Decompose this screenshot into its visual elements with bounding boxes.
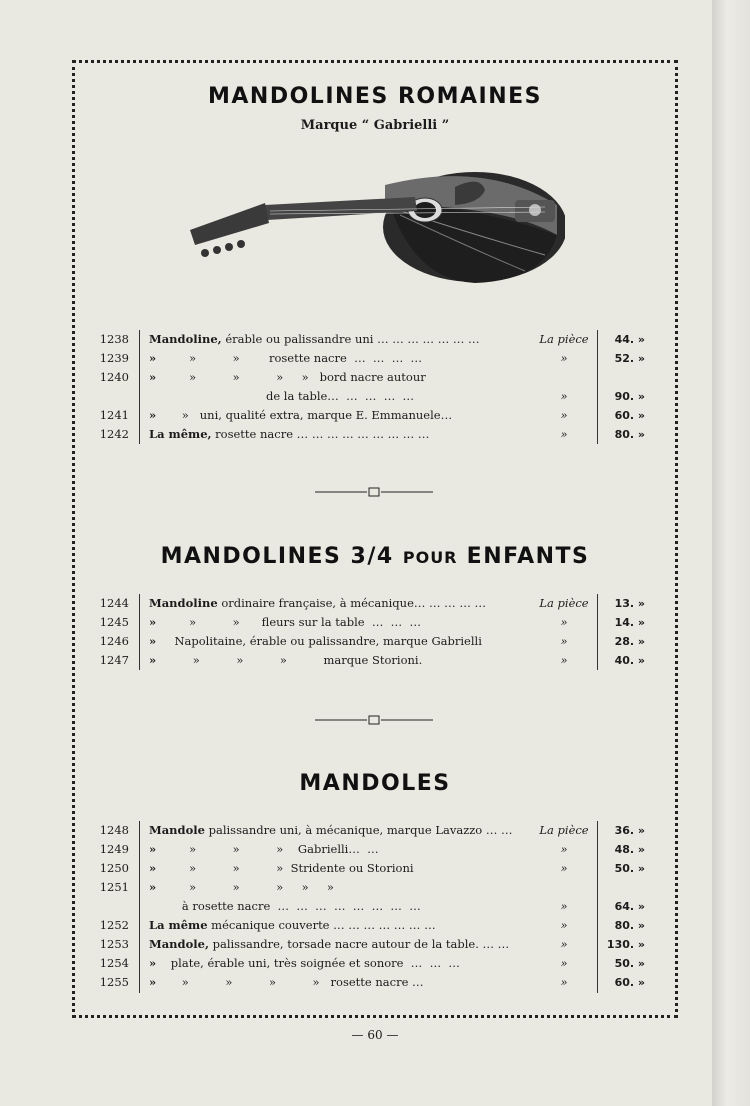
- table-row: 1247 » » » » marque Storioni. » 40. »: [99, 653, 645, 667]
- table-row: 1241 » » uni, qualité extra, marque E. Emmanuele… » 60. »: [99, 408, 645, 422]
- ornament-divider: [315, 486, 433, 498]
- ornament-divider: [315, 714, 433, 726]
- page-number: — 60 —: [351, 1028, 399, 1042]
- table-row: à rosette nacre … … … … … … … … » 64. »: [149, 899, 645, 913]
- table-row: 1249 » » » » Gabrielli… … » 48. »: [99, 842, 645, 856]
- table-row: de la table… … … … … » 90. »: [149, 389, 645, 403]
- table-row: 1239 » » » rosette nacre … … … … » 52. »: [99, 351, 645, 365]
- price-table-romaines: [95, 330, 655, 444]
- mandolin-illustration: [185, 165, 565, 300]
- page-edge: [712, 0, 750, 1106]
- price-table-enfants: [95, 594, 655, 670]
- table-row: 1254 » plate, érable uni, très soignée et sonore … … … » 50. »: [99, 956, 645, 970]
- table-row: 1250 » » » » Stridente ou Storioni » 50. »: [99, 861, 645, 875]
- table-row: 1253 Mandole, palissandre, torsade nacre autour de la table. … … » 130. »: [99, 937, 645, 951]
- table-row: 1245 » » » fleurs sur la table … … … » 14. »: [99, 615, 645, 629]
- section-title-romaines: MANDOLINES ROMAINES: [208, 84, 542, 109]
- table-row: 1251 » » » » » »: [99, 880, 334, 894]
- section-title-enfants: MANDOLINES 3/4 POUR ENFANTS: [160, 544, 590, 569]
- price-table-mandoles: [95, 821, 655, 992]
- table-row: 1255 » » » » » rosette nacre … » 60. »: [99, 975, 645, 989]
- table-row: 1240 » » » » » bord nacre autour: [99, 370, 426, 384]
- table-row: 1242 La même, rosette nacre … … … … … … … … … » 80. »: [99, 427, 645, 441]
- table-row: 1244 Mandoline ordinaire française, à mécanique… … … … … La pièce 13. »: [99, 596, 645, 610]
- table-row: 1246 » Napolitaine, érable ou palissandre, marque Gabrielli » 28. »: [99, 634, 645, 648]
- table-row: 1248 Mandole palissandre uni, à mécanique, marque Lavazzo … … La pièce 36. »: [99, 823, 645, 837]
- section-subtitle: Marque “ Gabrielli ”: [300, 118, 450, 133]
- table-row: 1252 La même mécanique couverte … … … … … … … » 80. »: [99, 918, 645, 932]
- table-row: 1238 Mandoline, érable ou palissandre uni … … … … … … … La pièce 44. »: [99, 332, 645, 346]
- section-title-mandoles: MANDOLES: [299, 771, 451, 796]
